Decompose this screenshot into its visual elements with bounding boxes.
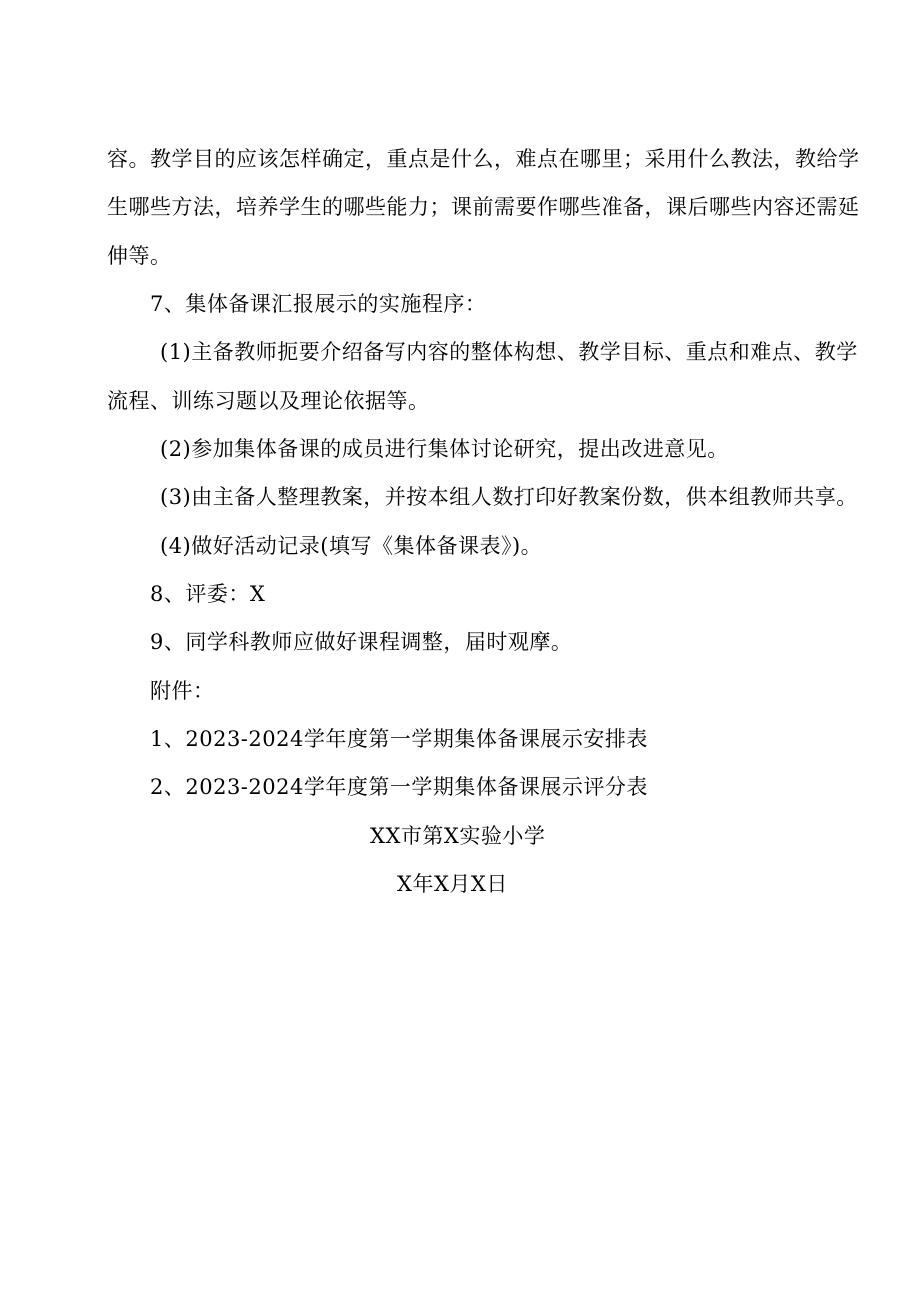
paragraph-continuation-line-3: 伸等。 [107, 244, 172, 268]
item-9-observation: 9、同学科教师应做好课程调整，届时观摩。 [150, 630, 573, 654]
attachment-1: 1、2023-2024学年度第一学期集体备课展示安排表 [150, 727, 648, 751]
item-7-heading: 7、集体备课汇报展示的实施程序： [150, 292, 487, 316]
paragraph-continuation-line-2: 生哪些方法，培养学生的哪些能力；课前需要作哪些准备，课后哪些内容还需延 [107, 195, 860, 219]
step-4: (4)做好活动记录(填写《集体备课表》)。 [160, 534, 543, 558]
attachment-2: 2、2023-2024学年度第一学期集体备课展示评分表 [150, 775, 648, 799]
item-8-judges: 8、评委：X [150, 582, 266, 606]
organization-signature: XX市第X实验小学 [370, 824, 546, 848]
step-2: (2)参加集体备课的成员进行集体讨论研究，提出改进意见。 [160, 437, 729, 461]
paragraph-continuation-line-1: 容。教学目的应该怎样确定，重点是什么，难点在哪里；采用什么教法，教给学 [107, 147, 860, 171]
signature-date: X年X月X日 [397, 872, 508, 896]
attachments-label: 附件： [150, 679, 215, 703]
step-1-line-2: 流程、训练习题以及理论依据等。 [107, 389, 430, 413]
step-1-line-1: (1)主备教师扼要介绍备写内容的整体构想、教学目标、重点和难点、教学 [160, 340, 858, 364]
step-3: (3)由主备人整理教案，并按本组人数打印好教案份数，供本组教师共享。 [160, 485, 858, 509]
